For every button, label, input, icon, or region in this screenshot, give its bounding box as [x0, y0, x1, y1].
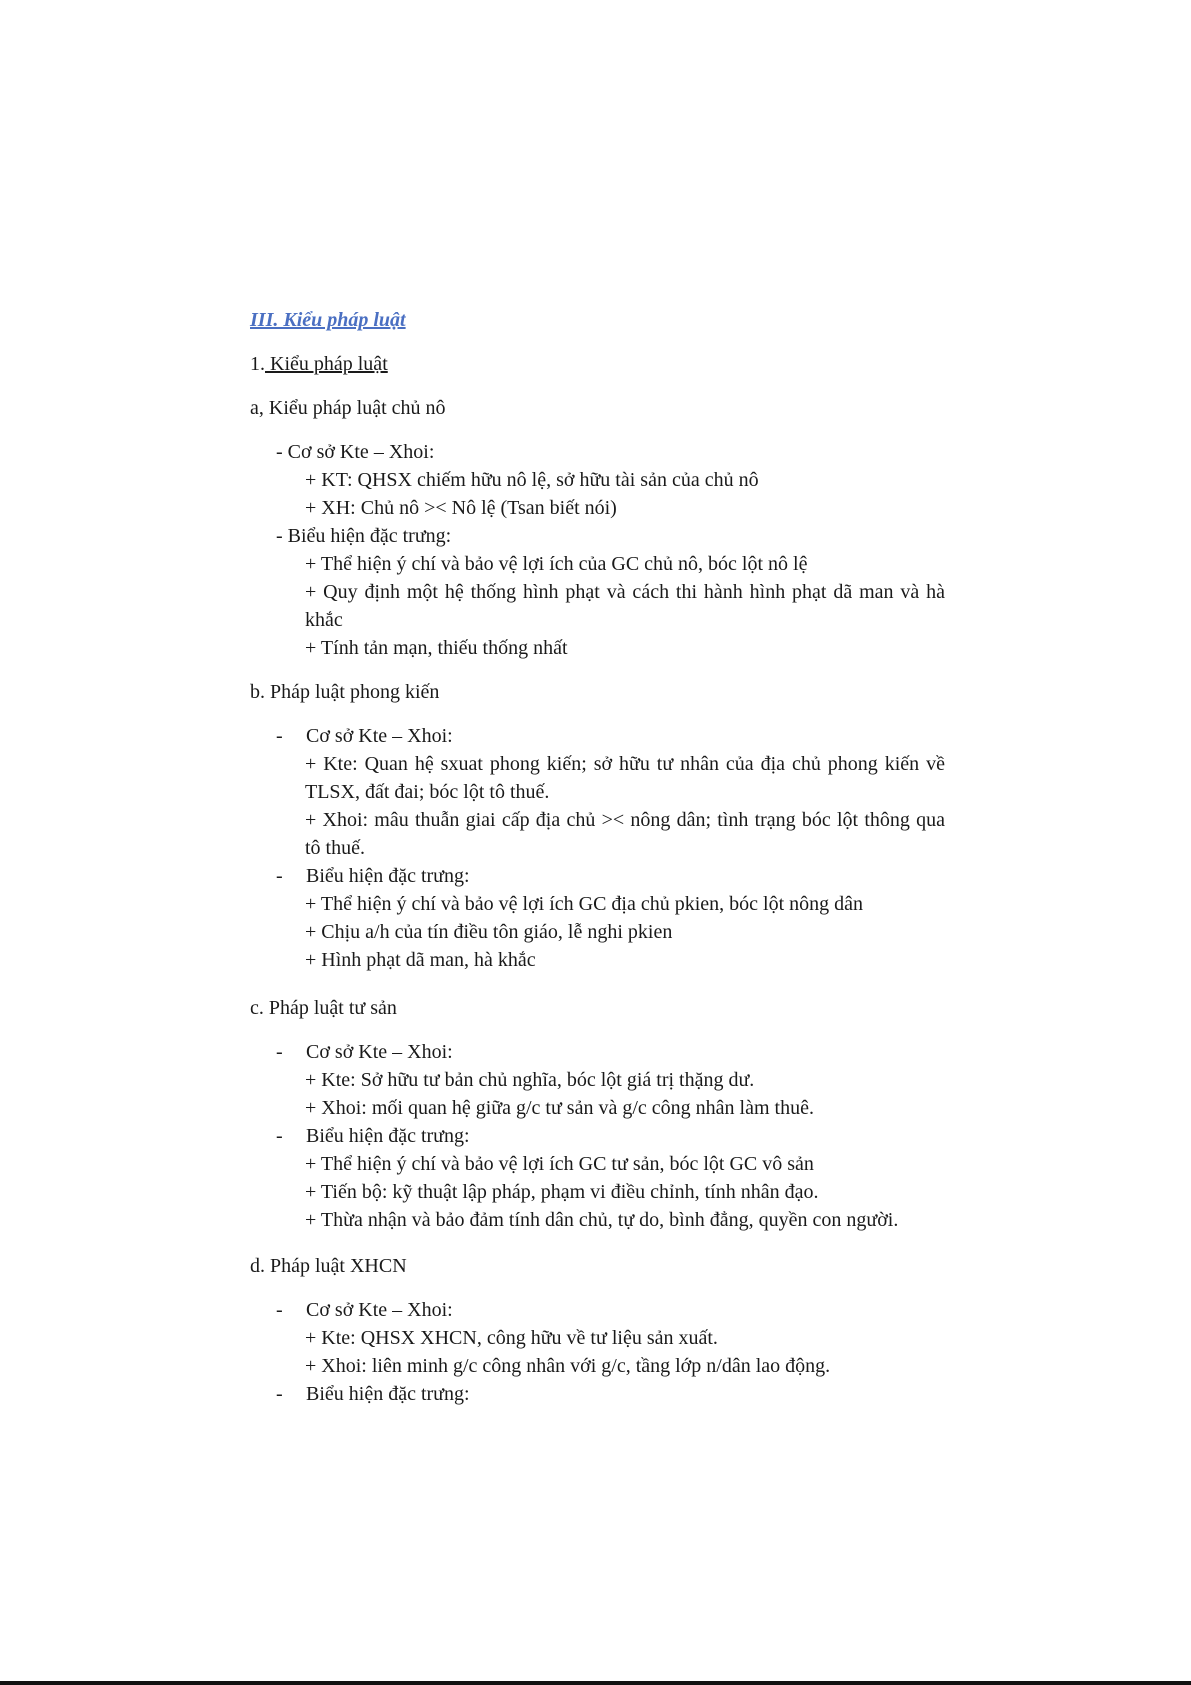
subtitle-label: Kiểu pháp luật [265, 353, 388, 375]
a-society: + XH: Chủ nô >< Nô lệ (Tsan biết nói) [305, 497, 617, 519]
dash-marker: - [276, 725, 283, 747]
a-feature-1: + Thể hiện ý chí và bảo vệ lợi ích của GC chủ nô, bóc lột nô lệ [305, 553, 808, 575]
b-features: - Biểu hiện đặc trưng: [276, 862, 470, 890]
a-feature-2: + Quy định một hệ thống hình phạt và cách thi hành hình phạt dã man và hà khắc [305, 581, 945, 631]
b-feature-2: + Chịu a/h của tín điều tôn giáo, lễ nghi pkien [305, 921, 673, 943]
heading-c: c. Pháp luật tư sản [250, 997, 397, 1019]
subtitle-number: 1. [250, 353, 265, 375]
dash-marker: - [276, 865, 283, 887]
d-economy: + Kte: QHSX XHCN, công hữu về tư liệu sản xuất. [305, 1327, 718, 1349]
c-society: + Xhoi: mối quan hệ giữa g/c tư sản và g/c công nhân làm thuê. [305, 1097, 814, 1119]
b-feature-1: + Thể hiện ý chí và bảo vệ lợi ích GC địa chủ pkien, bóc lột nông dân [305, 893, 864, 915]
heading-a: a, Kiểu pháp luật chủ nô [250, 397, 446, 419]
a-feature-3: + Tính tản mạn, thiếu thống nhất [305, 637, 568, 659]
heading-b: b. Pháp luật phong kiến [250, 681, 440, 703]
c-basis: - Cơ sở Kte – Xhoi: [276, 1038, 453, 1066]
c-feature-3: + Thừa nhận và bảo đảm tính dân chủ, tự do, bình đẳng, quyền con người. [305, 1209, 899, 1231]
d-features: - Biểu hiện đặc trưng: [276, 1380, 470, 1408]
a-features: - Biểu hiện đặc trưng: [276, 525, 452, 547]
c-feature-1: + Thể hiện ý chí và bảo vệ lợi ích GC tư sản, bóc lột GC vô sản [305, 1153, 814, 1175]
subtitle [250, 350, 388, 378]
section-title: III. Kiểu pháp luật [250, 309, 406, 331]
c-economy: + Kte: Sở hữu tư bản chủ nghĩa, bóc lột giá trị thặng dư. [305, 1069, 755, 1091]
b-society: + Xhoi: mâu thuẫn giai cấp địa chủ >< nông dân; tình trạng bóc lột thông qua tô thuế. [305, 809, 945, 859]
b-feature-3: + Hình phạt dã man, hà khắc [305, 949, 536, 971]
heading-d: d. Pháp luật XHCN [250, 1255, 407, 1277]
bottom-border [0, 1681, 1191, 1685]
dash-marker: - [276, 1299, 283, 1321]
b-economy: + Kte: Quan hệ sxuat phong kiến; sở hữu tư nhân của địa chủ phong kiến về TLSX, đất đai; bóc lột tô thuế. [305, 753, 945, 803]
d-basis: - Cơ sở Kte – Xhoi: [276, 1296, 453, 1324]
b-basis: - Cơ sở Kte – Xhoi: [276, 722, 453, 750]
dash-marker: - [276, 1125, 283, 1147]
a-economy: + KT: QHSX chiếm hữu nô lệ, sở hữu tài sản của chủ nô [305, 469, 759, 491]
c-features: - Biểu hiện đặc trưng: [276, 1122, 470, 1150]
c-feature-2: + Tiến bộ: kỹ thuật lập pháp, phạm vi điều chỉnh, tính nhân đạo. [305, 1181, 819, 1203]
dash-marker: - [276, 1383, 283, 1405]
dash-marker: - [276, 1041, 283, 1063]
d-society: + Xhoi: liên minh g/c công nhân với g/c, tầng lớp n/dân lao động. [305, 1355, 831, 1377]
a-basis: - Cơ sở Kte – Xhoi: [276, 441, 435, 463]
